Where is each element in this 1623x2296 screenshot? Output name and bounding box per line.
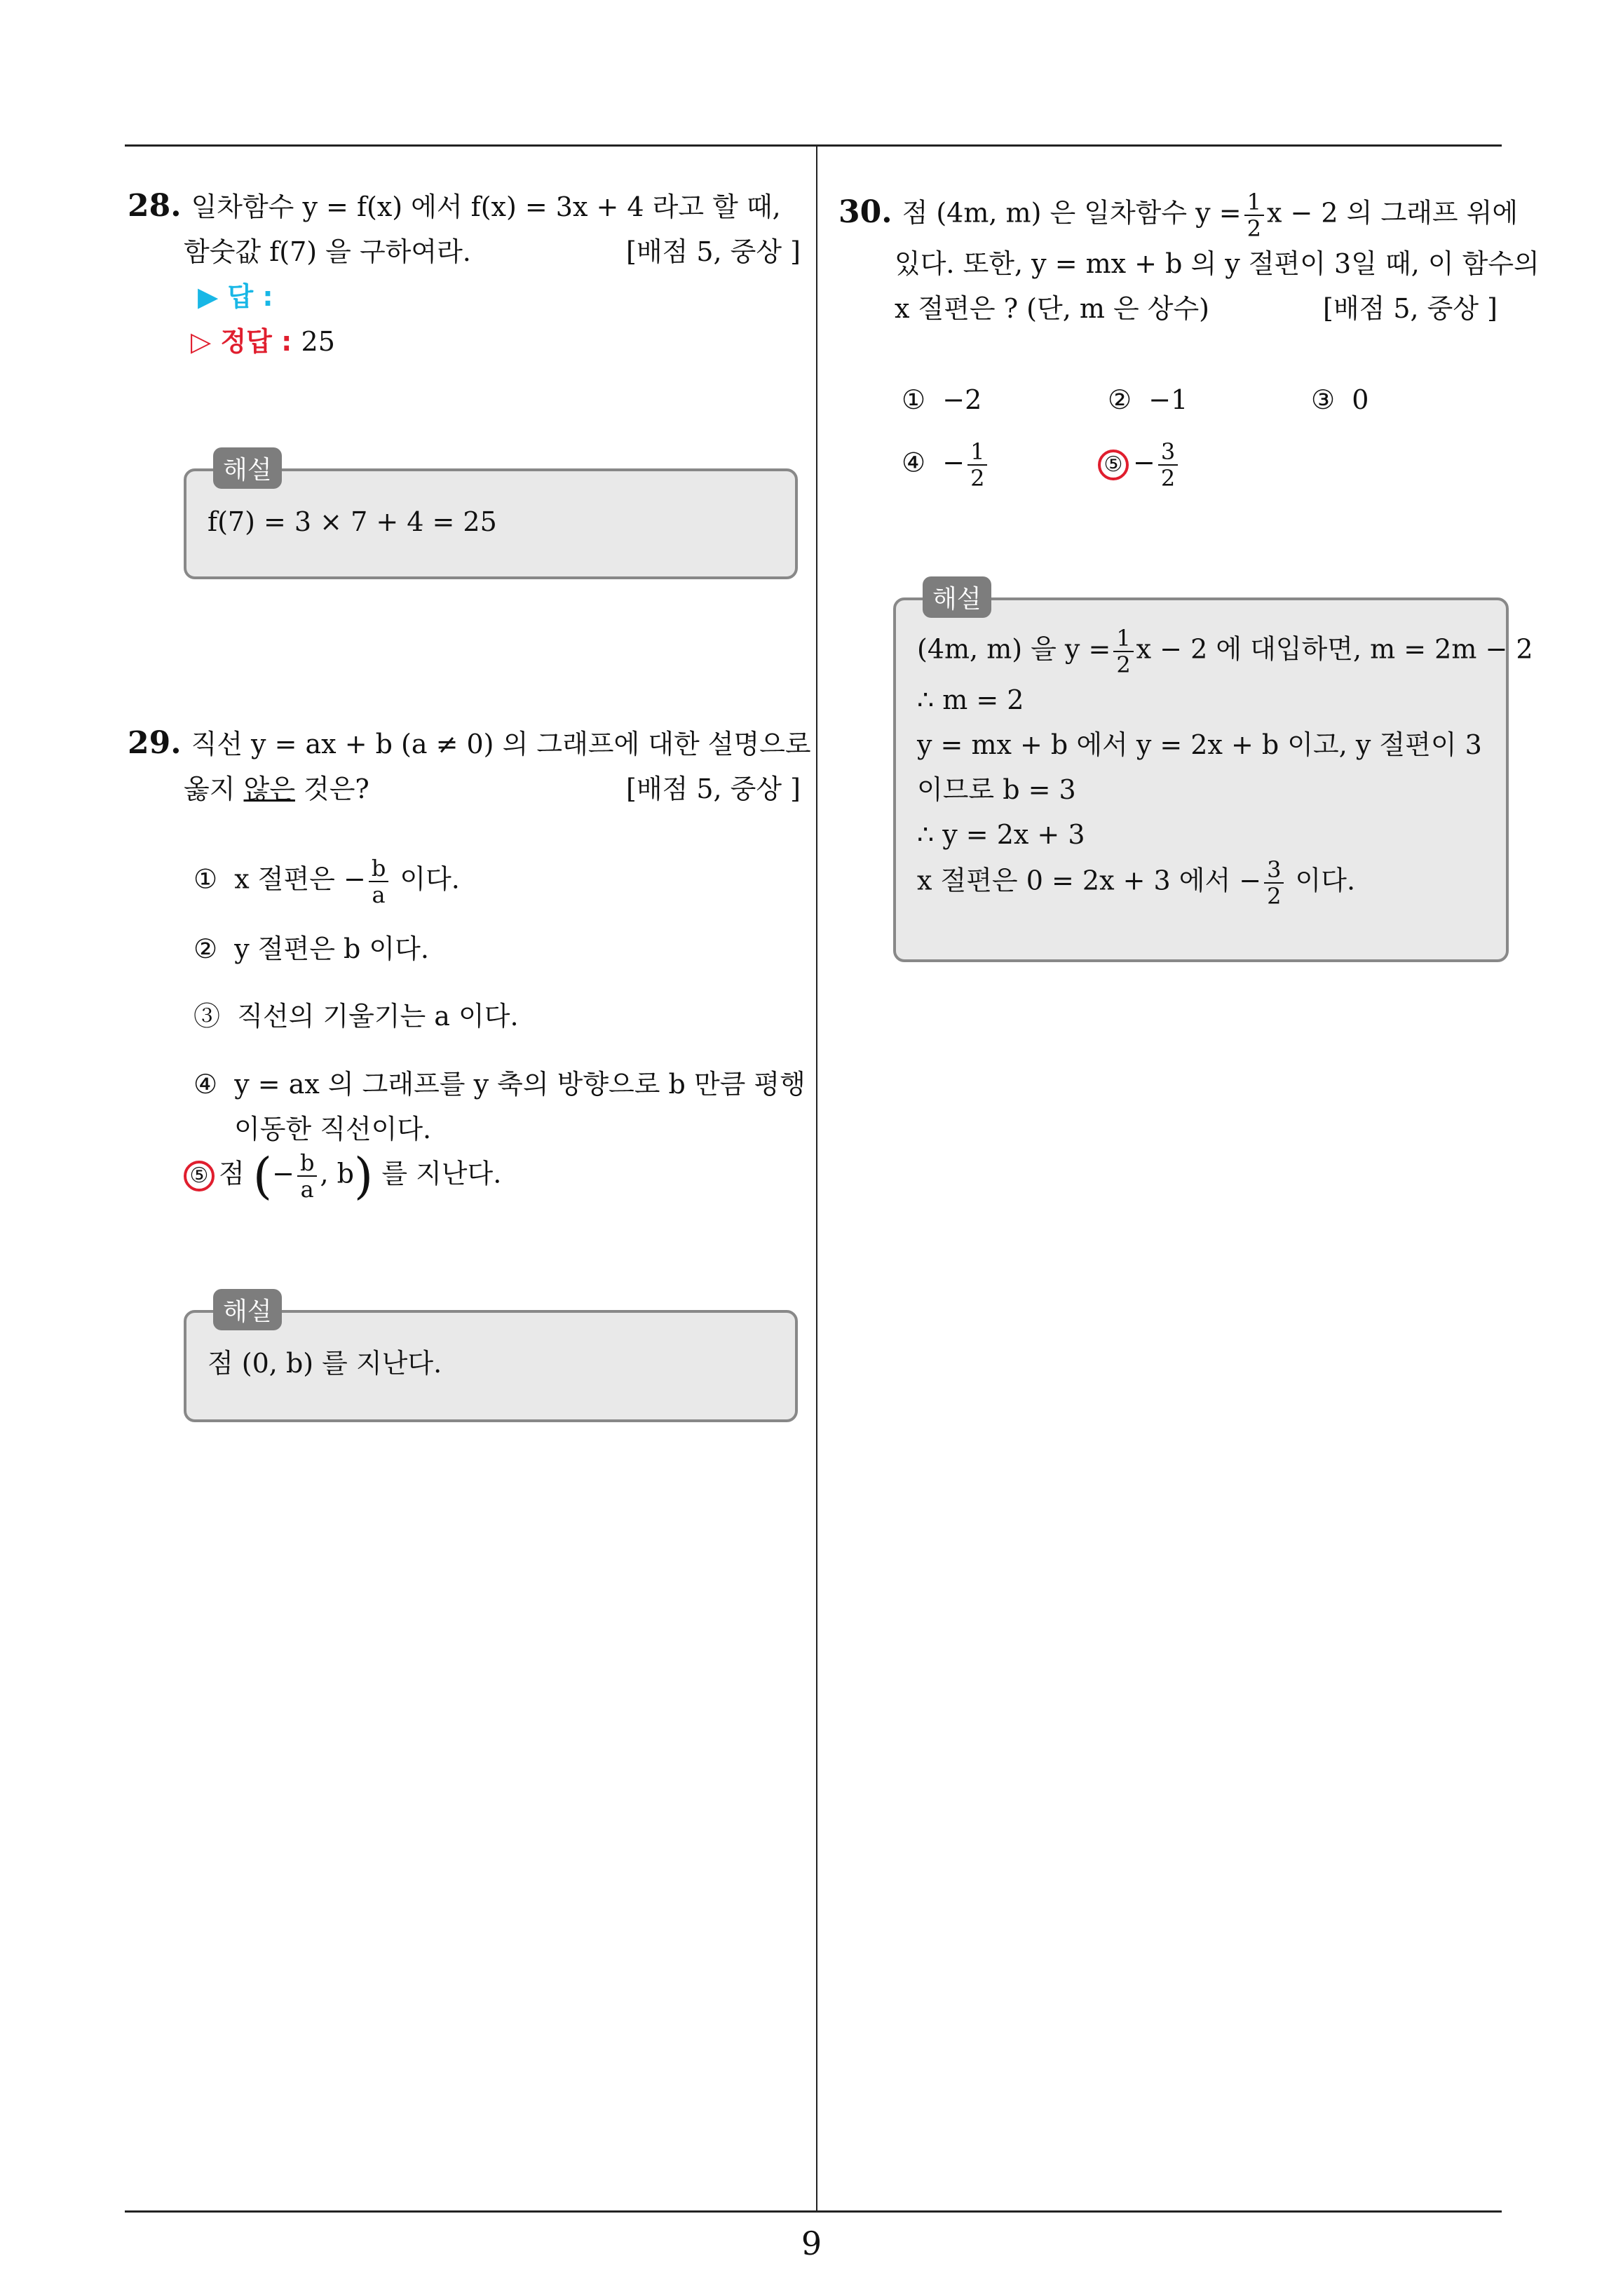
solution-tag: 해설: [923, 576, 991, 618]
q29-solution-box: [184, 1297, 798, 1422]
fraction: $\frac{1}{2}$: [1113, 626, 1133, 677]
q28-correct-answer: ▷ 정답 : 25: [191, 326, 335, 357]
q28-answer-label: ▶ 답 :: [198, 281, 273, 312]
q29-meta: [배점 5, 중상 ]: [626, 774, 801, 804]
fraction: $\frac{3}{2}$: [1264, 857, 1284, 909]
solution-tag: 해설: [213, 1289, 282, 1330]
top-rule: [125, 144, 1502, 147]
bottom-rule: [125, 2210, 1502, 2213]
fraction: $\frac{1}{2}$: [1244, 189, 1264, 241]
q30-line3: x 절편은 ? (단, m 은 상수) [배점 5, 중상 ]: [838, 286, 1498, 331]
solution-tag: 해설: [213, 447, 282, 489]
q30-solution: [917, 625, 1533, 910]
page-number: 9: [801, 2224, 822, 2262]
q29-solution: 점 (0, b) 를 지난다.: [208, 1348, 442, 1379]
q29-line1: 29. 직선 y = ax + b (a ≠ 0) 의 그래프에 대한 설명으로: [128, 725, 811, 761]
q30-solution-line3: y = mx + b 에서 y = 2x + b 이고, y 절편이 3: [917, 729, 1482, 760]
q30-solution-line2: ∴ m = 2: [917, 684, 1024, 715]
q30-line1: 30. 점 (4m, m) 은 일차함수 y = $\frac{1}{2}$ x − 2 의 그래프 위에: [838, 189, 1519, 242]
q30-choice-3[interactable]: ③ 0: [1311, 384, 1369, 415]
q29-choice-5-selected[interactable]: ⑤ 점 (− $\frac{b}{a}$ , b) 를 지난다.: [184, 1150, 501, 1202]
q30-solution-line1: (4m, m) 을 y = $\frac{1}{2}$ x − 2 에 대입하면, m = 2m − 2: [917, 625, 1533, 678]
q29-choice-1[interactable]: ① x 절편은 − $\frac{b}{a}$ 이다.: [193, 855, 460, 908]
q30-solution-box: [893, 585, 1533, 962]
fraction: $\frac{3}{2}$: [1158, 439, 1178, 491]
selected-answer-circle: ⑤: [1098, 450, 1129, 480]
q29-line2: 옳지 않은 것은? [배점 5, 중상 ]: [128, 767, 801, 811]
q28-line1: 28. 일차함수 y = f(x) 에서 f(x) = 3x + 4 라고 할 때,: [128, 188, 781, 224]
q30-solution-line5: ∴ y = 2x + 3: [917, 819, 1085, 850]
fraction: $\frac{1}{2}$: [967, 439, 987, 491]
q30-choice-5-selected[interactable]: ⑤ − $\frac{3}{2}$: [1098, 439, 1181, 491]
q30-choice-4[interactable]: ④ − $\frac{1}{2}$: [902, 439, 990, 491]
q30-solution-line6: x 절편은 0 = 2x + 3 에서 − $\frac{3}{2}$ 이다.: [917, 856, 1356, 910]
q28-solution-box: [184, 456, 798, 579]
question-30: [838, 189, 1540, 331]
q28-line2: 함숫값 f(7) 을 구하여라. [배점 5, 중상 ]: [128, 229, 801, 274]
q29-choice-3[interactable]: ③ 직선의 기울기는 a 이다.: [193, 1001, 519, 1032]
selected-answer-circle: ⑤: [184, 1161, 215, 1191]
column-divider: [816, 144, 817, 2210]
question-29: [128, 721, 811, 811]
q30-solution-line4: 이므로 b = 3: [917, 774, 1076, 805]
fraction: $\frac{b}{a}$: [297, 1150, 317, 1202]
question-28: [128, 184, 801, 364]
q30-choice-1[interactable]: ① −2: [902, 384, 982, 415]
q28-solution: f(7) = 3 × 7 + 4 = 25: [208, 506, 497, 537]
q30-meta: [배점 5, 중상 ]: [1323, 293, 1498, 324]
q29-choice-2[interactable]: ② y 절편은 b 이다.: [193, 933, 429, 964]
fraction: $\frac{b}{a}$: [369, 856, 388, 907]
q30-choice-2[interactable]: ② −1: [1108, 384, 1188, 415]
q28-meta: [배점 5, 중상 ]: [626, 236, 801, 267]
q30-line2: 있다. 또한, y = mx + b 의 y 절편이 3일 때, 이 함수의: [895, 248, 1540, 279]
q29-choice-4[interactable]: ④ y = ax 의 그래프를 y 축의 방향으로 b 만큼 평행 이동한 직선이다.: [193, 1069, 806, 1144]
